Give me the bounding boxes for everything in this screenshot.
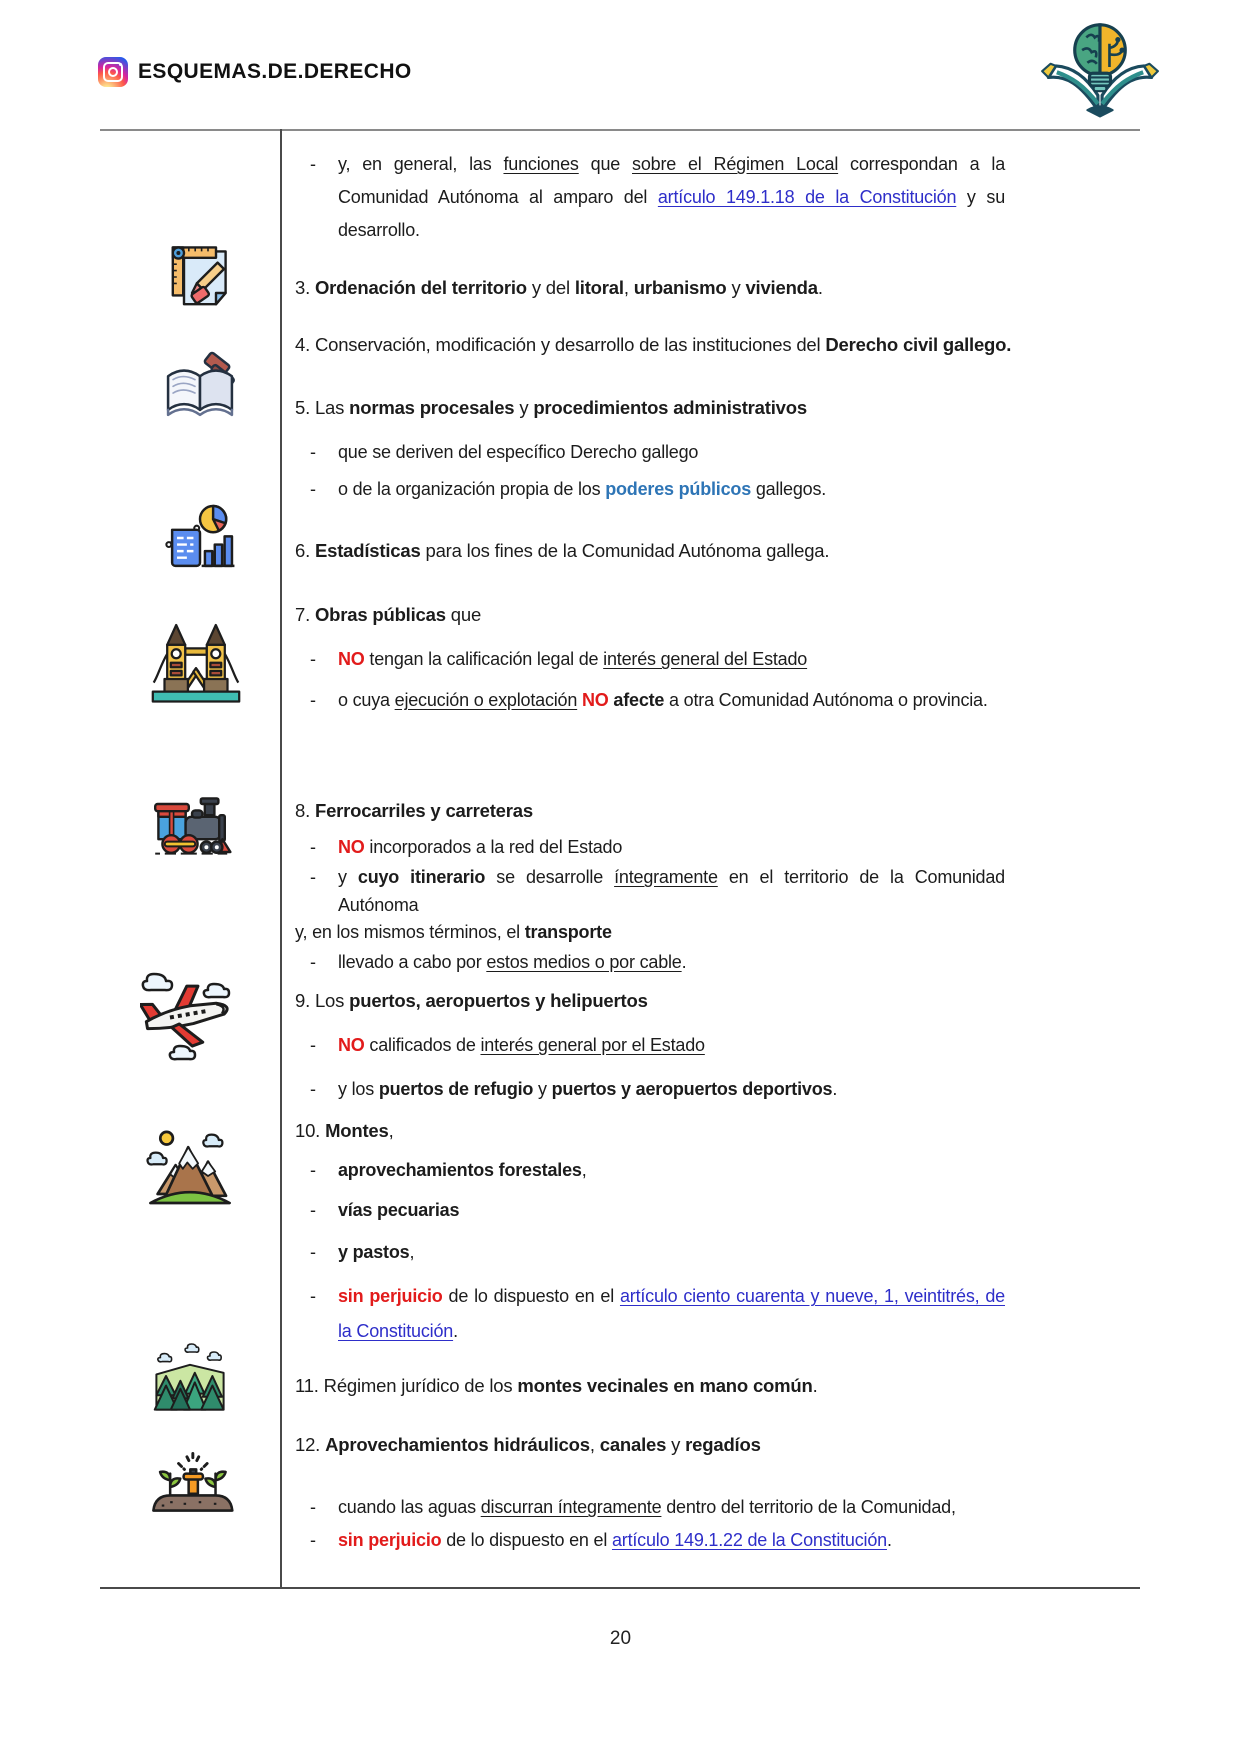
pine-forest-icon [144, 1336, 236, 1416]
brain-bulb-book-logo [1040, 12, 1160, 124]
bullet-dash: - [310, 649, 316, 669]
item-10: 10. Montes, [295, 1120, 394, 1141]
item-7-bullet-1: - NO tengan la calificación legal de interés general del Estado [310, 643, 1005, 676]
instagram-camera-lens [108, 67, 118, 77]
item-8-bullet-2: - y cuyo itinerario se desarrolle íntegramente en el territorio de la Comunidad Autónoma [310, 863, 1005, 919]
bullet-dash: - [310, 867, 316, 887]
brand-title: ESQUEMAS.DE.DERECHO [138, 60, 412, 83]
item-9-bullet-1: - NO calificados de interés general por el Estado [310, 1029, 1005, 1062]
transport-bullet: - llevado a cabo por estos medios o por cable. [310, 946, 1005, 979]
bullet-dash: - [310, 1497, 316, 1517]
table-bottom-rule [100, 1587, 1140, 1589]
bullet-dash: - [310, 1160, 316, 1180]
item-5-bullet-1: - que se deriven del específico Derecho gallego [310, 436, 1005, 469]
item-10-bullet-1: - aprovechamientos forestales, [310, 1154, 1005, 1187]
instagram-icon [98, 57, 128, 87]
item-7: 7. Obras públicas que [295, 604, 482, 625]
constitution-article-link[interactable]: artículo ciento cuarenta y nueve, 1, veintitrés, de la Constitución [338, 1286, 1005, 1341]
blueprint-drafting-icon [160, 237, 240, 317]
book-gavel-icon [158, 346, 242, 430]
bullet-dash: - [310, 837, 316, 857]
steam-train-icon [140, 780, 244, 860]
bullet-dash: - [310, 1079, 316, 1099]
bullet-dash: - [310, 154, 316, 174]
irrigation-sprinkler-icon [150, 1448, 234, 1516]
mountains-icon [140, 1122, 240, 1212]
item-7-bullet-2: - o cuya ejecución o explotación NO afecte a otra Comunidad Autónoma o provincia. [310, 684, 1005, 717]
table-vertical-divider [280, 129, 282, 1587]
page-number: 20 [609, 1628, 632, 1649]
item-8-bullet-1: - NO incorporados a la red del Estado [310, 831, 1005, 864]
item-4: 4. Conservación, modificación y desarrollo de las instituciones del Derecho civil gallego. [295, 334, 1012, 355]
item-3: 3. Ordenación del territorio y del litoral, urbanismo y vivienda. [295, 277, 823, 298]
item-12-bullet-2: - sin perjuicio de lo dispuesto en el artículo 149.1.22 de la Constitución. [310, 1524, 1005, 1557]
constitution-article-link[interactable]: artículo 149.1.18 de la Constitución [657, 187, 957, 207]
constitution-article-link[interactable]: artículo 149.1.22 de la Constitución [611, 1530, 887, 1550]
bullet-dash: - [310, 1035, 316, 1055]
item-9-bullet-2: - y los puertos de refugio y puertos y aeropuertos deportivos. [310, 1073, 1005, 1106]
bullet-dash: - [310, 1286, 316, 1306]
item-8: 8. Ferrocarriles y carreteras [295, 800, 533, 821]
tower-bridge-icon [146, 616, 246, 706]
item-11: 11. Régimen jurídico de los montes vecinales en mano común. [295, 1375, 818, 1396]
instagram-camera-flash-dot [119, 63, 122, 66]
item-10-bullet-4: - sin perjuicio de lo dispuesto en el artículo ciento cuarenta y nueve, 1, veintitrés, de la Constitución. [310, 1279, 1005, 1349]
statistics-charts-icon [158, 497, 242, 579]
bullet-dash: - [310, 479, 316, 499]
item-5-bullet-2: - o de la organización propia de los poderes públicos gallegos. [310, 473, 1005, 506]
transport-line: y, en los mismos términos, el transporte [295, 922, 612, 942]
airplane-icon [140, 962, 240, 1062]
item-9: 9. Los puertos, aeropuertos y helipuertos [295, 990, 648, 1011]
item-12-bullet-1: - cuando las aguas discurran íntegramente dentro del territorio de la Comunidad, [310, 1491, 1005, 1524]
item-10-bullet-2: - vías pecuarias [310, 1194, 1005, 1227]
item-5: 5. Las normas procesales y procedimientos administrativos [295, 397, 807, 418]
bullet-dash: - [310, 690, 316, 710]
item-6: 6. Estadísticas para los fines de la Comunidad Autónoma gallega. [295, 540, 830, 561]
item-12: 12. Aprovechamientos hidráulicos, canales y regadíos [295, 1434, 761, 1455]
bullet-dash: - [310, 442, 316, 462]
bullet-dash: - [310, 1242, 316, 1262]
item-10-bullet-3: - y pastos, [310, 1236, 1005, 1269]
intro-bullet: - y, en general, las funciones que sobre el Régimen Local correspondan a la Comunidad Autónoma al amparo del artículo 149.1.18 de la Constitución y su desarrollo. [310, 148, 1005, 247]
bullet-dash: - [310, 1530, 316, 1550]
bullet-dash: - [310, 1200, 316, 1220]
bullet-dash: - [310, 952, 316, 972]
header-rule [100, 129, 1140, 131]
